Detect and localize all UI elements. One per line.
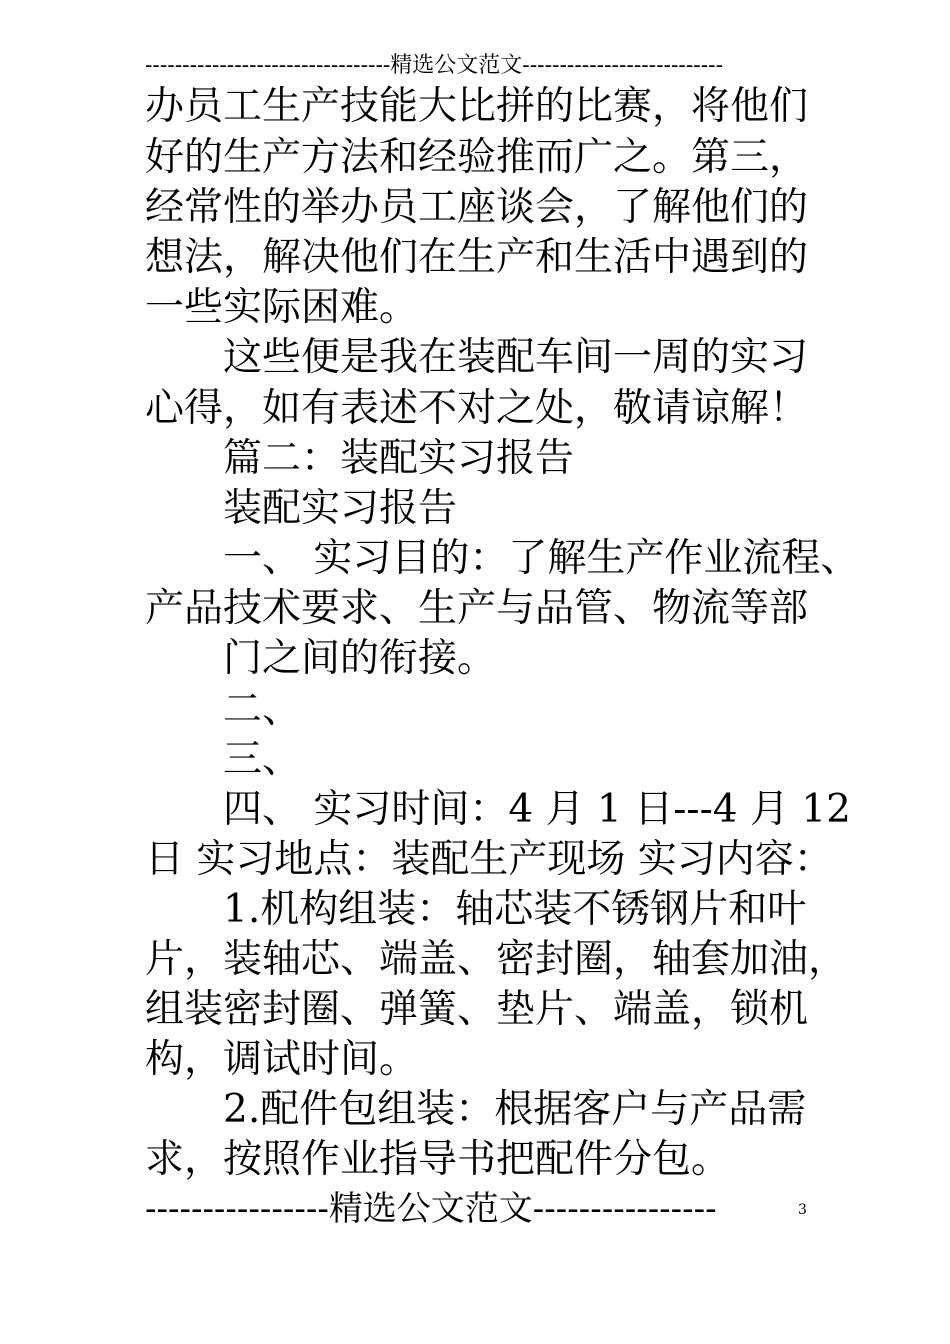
report-title: 装配实习报告 [223, 486, 458, 531]
body-line-11: 产品技术要求、生产与品管、物流等部 [145, 586, 809, 631]
body-line-5: 一些实际困难。 [145, 285, 419, 330]
body-line-20: 构，调试时间。 [145, 1037, 419, 1082]
body-line-12: 门之间的衔接。 [223, 636, 497, 681]
page-footer: ----------------精选公文范文---------------- [145, 1189, 717, 1229]
body-line-14: 三、 [223, 737, 302, 782]
body-line-22: 求，按照作业指导书把配件分包。 [145, 1137, 731, 1182]
body-line-21: 2.配件包组装：根据客户与产品需 [223, 1087, 807, 1132]
body-line-17: 1.机构组装：轴芯装不锈钢片和叶 [223, 887, 807, 932]
body-line-10: 一、 实习目的：了解生产作业流程、 [223, 536, 860, 581]
body-line-13: 二、 [223, 687, 302, 732]
body-line-15: 四、 实习时间：4 月 1 日---4 月 12 [223, 787, 851, 832]
page-number: 3 [798, 1202, 807, 1218]
page-header: ---------------------------------精选公文范文--------------------------- [145, 53, 724, 78]
section-heading: 篇二：装配实习报告 [223, 436, 575, 481]
body-line-19: 组装密封圈、弹簧、垫片、端盖，锁机 [145, 987, 809, 1032]
body-line-7: 心得，如有表述不对之处，敬请谅解！ [145, 386, 809, 431]
body-line-1: 办员工生产技能大比拼的比赛，将他们 [145, 84, 809, 129]
body-line-2: 好的生产方法和经验推而广之。第三， [145, 135, 809, 180]
body-line-4: 想法，解决他们在生产和生活中遇到的 [145, 235, 809, 280]
body-line-6: 这些便是我在装配车间一周的实习 [223, 335, 809, 380]
body-line-18: 片，装轴芯、端盖、密封圈，轴套加油， [145, 937, 848, 982]
body-line-16: 日 实习地点：装配生产现场 实习内容： [145, 837, 833, 882]
body-line-3: 经常性的举办员工座谈会，了解他们的 [145, 185, 809, 230]
